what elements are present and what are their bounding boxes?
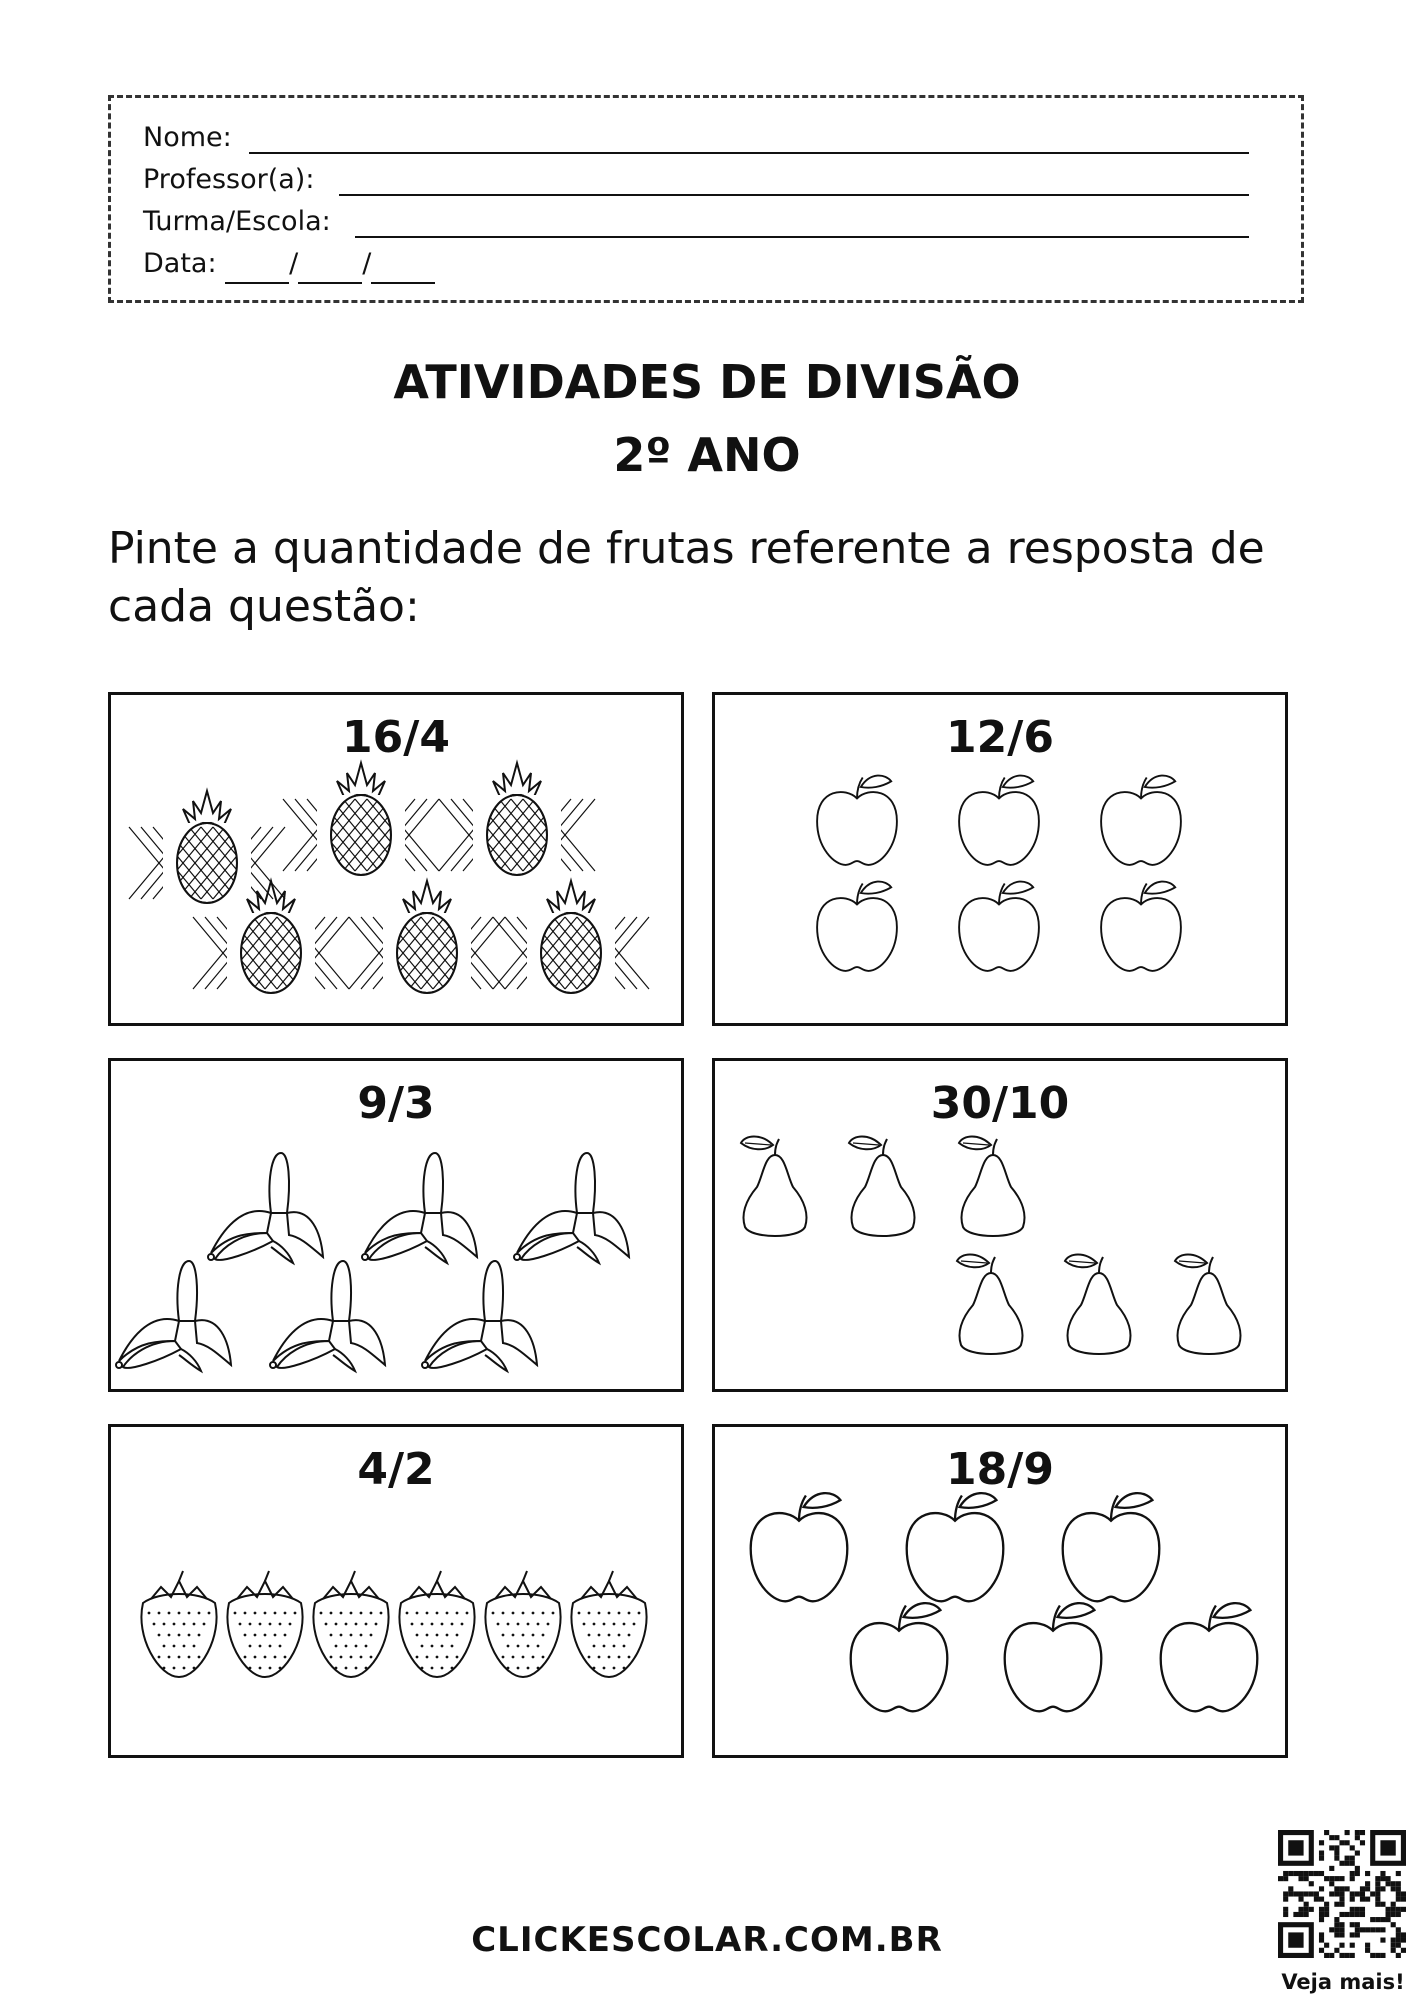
- class-field: [143, 202, 331, 242]
- pineapple-icon[interactable]: [439, 763, 595, 885]
- strawberry-icon[interactable]: [141, 1571, 216, 1677]
- page-subtitle: 2º ANO: [613, 428, 801, 482]
- question-expression: 12/6: [946, 712, 1054, 763]
- apple-icon[interactable]: [1161, 1603, 1258, 1711]
- date-separator: /: [289, 248, 299, 279]
- banana-icon[interactable]: [362, 1153, 477, 1263]
- apple-group: [715, 1427, 1291, 1761]
- strawberry-icon[interactable]: [227, 1571, 302, 1677]
- question-card-1: [108, 692, 684, 1026]
- date-year-blank[interactable]: [371, 252, 435, 284]
- pear-icon[interactable]: [741, 1137, 807, 1237]
- strawberry-icon[interactable]: [399, 1571, 474, 1677]
- apple-icon[interactable]: [1005, 1603, 1102, 1711]
- strawberry-icon[interactable]: [313, 1571, 388, 1677]
- name-field: [143, 118, 232, 158]
- pear-icon[interactable]: [959, 1137, 1025, 1237]
- apple-icon[interactable]: [959, 776, 1039, 865]
- apple-icon[interactable]: [1101, 882, 1181, 971]
- class-label: Turma/Escola:: [143, 206, 331, 237]
- question-card-2: [712, 692, 1288, 1026]
- page-title: ATIVIDADES DE DIVISÃO: [393, 355, 1021, 409]
- question-expression: 18/9: [946, 1444, 1054, 1495]
- question-expression: 16/4: [342, 712, 450, 763]
- qr-caption: Veja mais!: [1281, 1970, 1405, 1994]
- date-separator: /: [362, 248, 372, 279]
- apple-icon[interactable]: [1101, 776, 1181, 865]
- question-card-3: [108, 1058, 684, 1392]
- pear-icon[interactable]: [849, 1137, 915, 1237]
- site-footer[interactable]: CLICKESCOLAR.COM.BR: [471, 1920, 943, 1960]
- teacher-field: [143, 160, 314, 200]
- apple-icon[interactable]: [959, 882, 1039, 971]
- pear-group: [715, 1061, 1291, 1395]
- name-line[interactable]: [249, 152, 1249, 154]
- pineapple-icon[interactable]: [493, 881, 649, 1003]
- pineapple-group: [111, 695, 687, 1029]
- apple-group: [715, 695, 1291, 1029]
- pear-icon[interactable]: [1175, 1255, 1241, 1355]
- strawberry-icon[interactable]: [485, 1571, 560, 1677]
- instruction-text: Pinte a quantidade de frutas referente a resposta de cada questão:: [108, 523, 1265, 632]
- apple-icon[interactable]: [851, 1603, 948, 1711]
- date-field: [143, 244, 435, 284]
- pear-icon[interactable]: [1065, 1255, 1131, 1355]
- qr-code-icon[interactable]: [1278, 1830, 1406, 1958]
- strawberry-icon[interactable]: [571, 1571, 646, 1677]
- banana-icon[interactable]: [270, 1261, 385, 1371]
- teacher-label: Professor(a):: [143, 164, 315, 195]
- apple-icon[interactable]: [817, 776, 897, 865]
- question-card-4: [712, 1058, 1288, 1392]
- apple-icon[interactable]: [1063, 1493, 1160, 1601]
- date-label: Data:: [143, 248, 217, 279]
- date-day-blank[interactable]: [225, 252, 289, 284]
- teacher-line[interactable]: [339, 194, 1249, 196]
- pineapple-icon[interactable]: [349, 881, 505, 1003]
- date-month-blank[interactable]: [298, 252, 362, 284]
- banana-group: [111, 1061, 687, 1395]
- banana-icon[interactable]: [422, 1261, 537, 1371]
- banana-icon[interactable]: [208, 1153, 323, 1263]
- student-info-box: [108, 95, 1304, 303]
- question-expression: 9/3: [357, 1078, 435, 1129]
- pear-icon[interactable]: [957, 1255, 1023, 1355]
- apple-icon[interactable]: [751, 1493, 848, 1601]
- question-expression: 30/10: [930, 1078, 1070, 1129]
- pineapple-icon[interactable]: [283, 763, 439, 885]
- question-card-6: [712, 1424, 1288, 1758]
- question-card-5: [108, 1424, 684, 1758]
- pineapple-icon[interactable]: [129, 791, 285, 913]
- apple-icon[interactable]: [817, 882, 897, 971]
- apple-icon[interactable]: [907, 1493, 1004, 1601]
- name-label: Nome:: [143, 122, 232, 153]
- strawberry-group: [111, 1427, 687, 1761]
- banana-icon[interactable]: [116, 1261, 231, 1371]
- class-line[interactable]: [355, 236, 1249, 238]
- banana-icon[interactable]: [514, 1153, 629, 1263]
- question-expression: 4/2: [357, 1444, 435, 1495]
